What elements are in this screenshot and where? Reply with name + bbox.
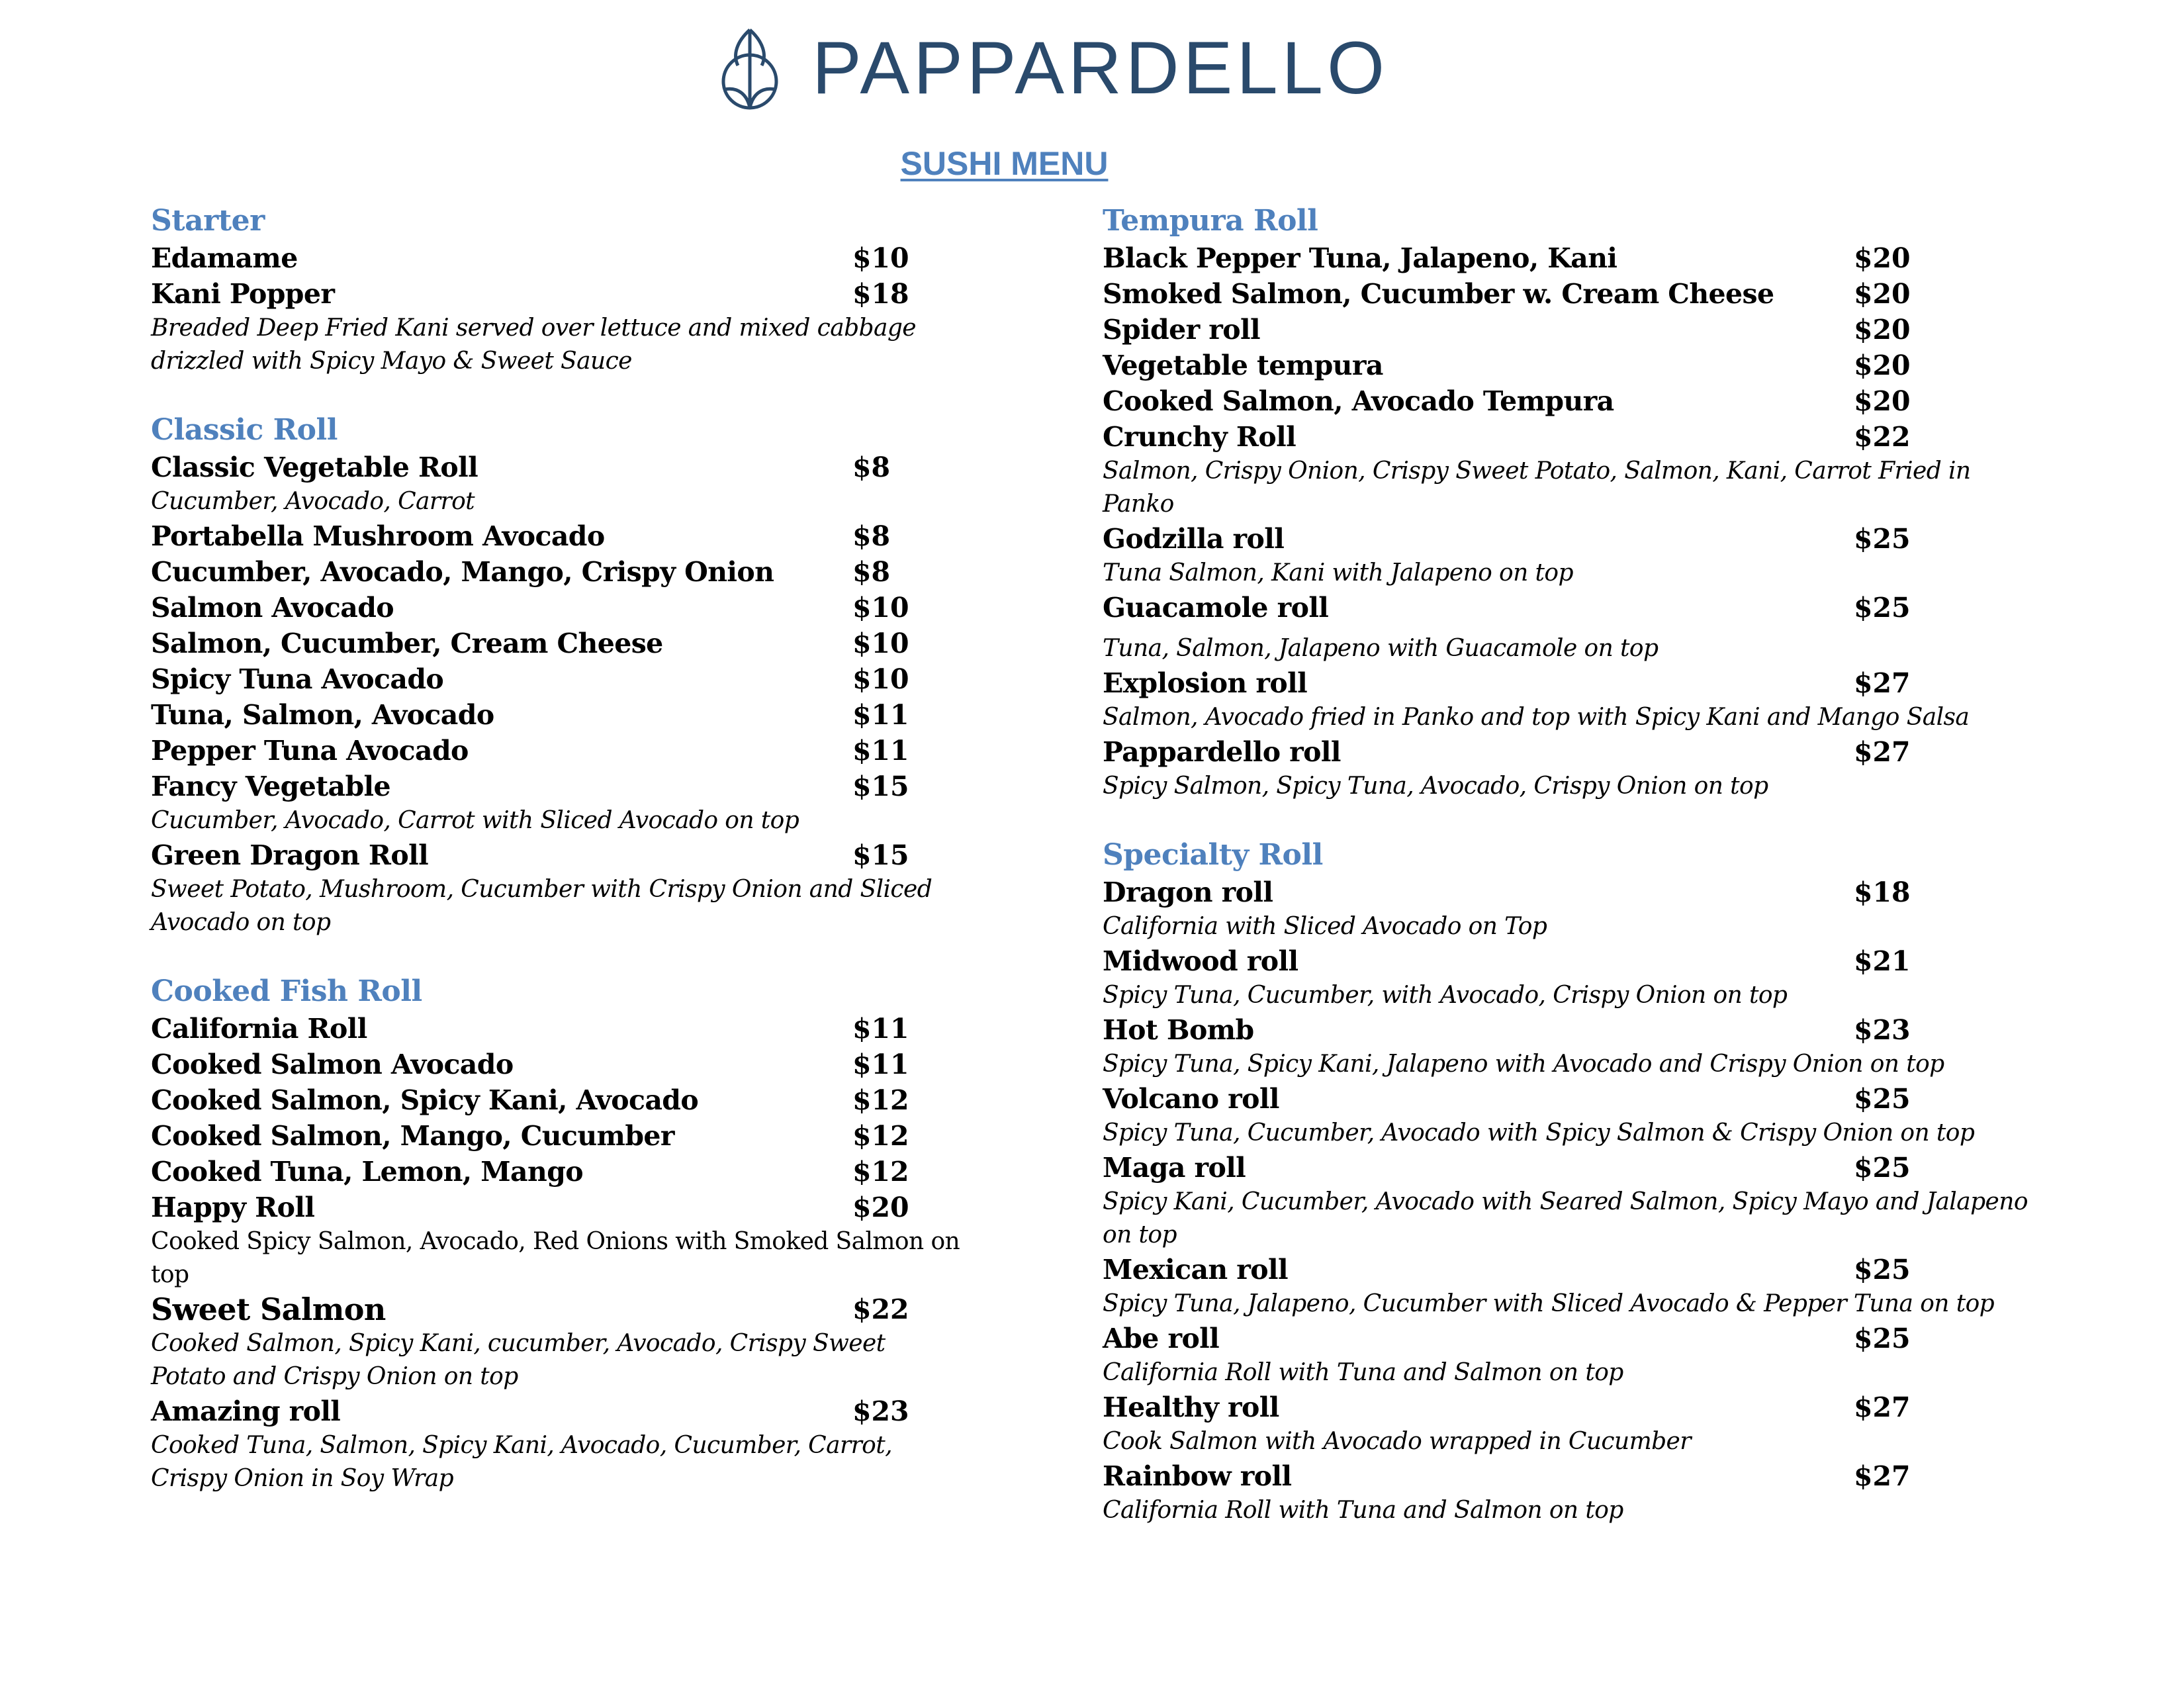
item-name: Rainbow roll bbox=[1103, 1460, 1292, 1492]
item-name: Volcano roll bbox=[1103, 1083, 1279, 1115]
menu-item bbox=[1103, 1252, 2095, 1288]
section-starter bbox=[151, 202, 965, 378]
item-price: $25 bbox=[1854, 1254, 1911, 1286]
item-price: $11 bbox=[852, 699, 909, 731]
item-name: Hot Bomb bbox=[1103, 1014, 1254, 1046]
item-price: $20 bbox=[1854, 242, 1911, 274]
item-name: Amazing roll bbox=[151, 1395, 341, 1427]
item-description: Sweet Potato, Mushroom, Cucumber with Crispy Onion and Sliced Avocado on top bbox=[151, 876, 933, 936]
item-description: Cooked Salmon, Spicy Kani, cucumber, Avocado, Crispy Sweet Potato and Crispy Onion on top bbox=[151, 1330, 886, 1390]
item-description: Cucumber, Avocado, Carrot bbox=[151, 488, 475, 515]
item-price: $11 bbox=[852, 1049, 909, 1080]
menu-item bbox=[1103, 1012, 2095, 1048]
item-name: Dragon roll bbox=[1103, 876, 1273, 908]
item-description: Spicy Tuna, Cucumber, with Avocado, Crispy Onion on top bbox=[1103, 982, 1788, 1009]
item-description: Cooked Tuna, Salmon, Spicy Kani, Avocado, Cucumber, Carrot, Crispy Onion in Soy Wrap bbox=[151, 1432, 892, 1492]
item-name: Guacamole roll bbox=[1103, 592, 1329, 624]
item-description: Cook Salmon with Avocado wrapped in Cucumber bbox=[1103, 1428, 1691, 1455]
menu-item bbox=[151, 1047, 965, 1082]
item-name: Pepper Tuna Avocado bbox=[151, 735, 469, 767]
menu-item bbox=[151, 1118, 965, 1154]
item-name: Cooked Salmon Avocado bbox=[151, 1049, 514, 1080]
item-price: $18 bbox=[1854, 876, 1911, 908]
item-price: $27 bbox=[1854, 736, 1911, 768]
item-price: $8 bbox=[852, 556, 891, 588]
item-price: $20 bbox=[1854, 278, 1911, 310]
item-description: Spicy Tuna, Cucumber, Avocado with Spicy Salmon & Crispy Onion on top bbox=[1103, 1119, 1975, 1147]
menu-item bbox=[151, 1082, 965, 1118]
item-name: California Roll bbox=[151, 1013, 367, 1045]
item-name: Cooked Salmon, Spicy Kani, Avocado bbox=[151, 1084, 699, 1116]
item-name: Portabella Mushroom Avocado bbox=[151, 520, 605, 552]
item-description: Spicy Tuna, Jalapeno, Cucumber with Sliced Avocado & Pepper Tuna on top bbox=[1103, 1290, 1995, 1317]
right-column bbox=[1103, 202, 2095, 1560]
section-cooked-fish-roll bbox=[151, 972, 965, 1495]
item-name: Smoked Salmon, Cucumber w. Cream Cheese bbox=[1103, 278, 1774, 310]
menu-item bbox=[151, 554, 965, 590]
item-price: $27 bbox=[1854, 1391, 1911, 1423]
section-heading: Tempura Roll bbox=[1103, 204, 1318, 238]
menu-item bbox=[1103, 240, 2095, 276]
menu-item bbox=[1103, 943, 2095, 979]
item-price: $20 bbox=[1854, 314, 1911, 346]
item-name: Kani Popper bbox=[151, 278, 335, 310]
menu-item bbox=[151, 733, 965, 769]
item-price: $15 bbox=[852, 771, 909, 802]
item-price: $12 bbox=[852, 1156, 909, 1188]
item-price: $8 bbox=[852, 520, 891, 552]
menu-item bbox=[1103, 312, 2095, 348]
item-description: Salmon, Crispy Onion, Crispy Sweet Potato, Salmon, Kani, Carrot Fried in Panko bbox=[1103, 457, 1971, 518]
item-name: Black Pepper Tuna, Jalapeno, Kani bbox=[1103, 242, 1617, 274]
item-name: Abe roll bbox=[1103, 1323, 1220, 1354]
item-description: California Roll with Tuna and Salmon on top bbox=[1103, 1497, 1623, 1524]
item-name: Maga roll bbox=[1103, 1152, 1246, 1184]
item-price: $10 bbox=[852, 242, 909, 274]
item-description: Salmon, Avocado fried in Panko and top with Spicy Kani and Mango Salsa bbox=[1103, 704, 1970, 731]
item-name: Salmon, Cucumber, Cream Cheese bbox=[151, 628, 663, 659]
menu-item bbox=[151, 449, 965, 485]
menu-item bbox=[1103, 521, 2095, 557]
section-heading: Specialty Roll bbox=[1103, 838, 1323, 872]
item-price: $22 bbox=[1854, 421, 1911, 453]
item-name: Spider roll bbox=[1103, 314, 1260, 346]
item-name: Healthy roll bbox=[1103, 1391, 1279, 1423]
item-name: Mexican roll bbox=[1103, 1254, 1289, 1286]
menu-item bbox=[1103, 734, 2095, 770]
item-price: $18 bbox=[852, 278, 909, 310]
menu-item bbox=[1103, 874, 2095, 910]
item-name: Explosion roll bbox=[1103, 667, 1308, 699]
item-price: $10 bbox=[852, 592, 909, 624]
item-price: $27 bbox=[1854, 1460, 1911, 1492]
menu-item bbox=[1103, 1458, 2095, 1494]
menu-item bbox=[1103, 383, 2095, 419]
item-price: $20 bbox=[852, 1192, 909, 1223]
item-description: California with Sliced Avocado on Top bbox=[1103, 913, 1547, 940]
menu-item bbox=[1103, 1150, 2095, 1186]
item-name: Cooked Salmon, Avocado Tempura bbox=[1103, 385, 1614, 417]
menu-item bbox=[151, 590, 965, 626]
item-price: $21 bbox=[1854, 945, 1911, 977]
item-price: $25 bbox=[1854, 1152, 1911, 1184]
menu-item bbox=[1103, 1321, 2095, 1356]
item-name: Spicy Tuna Avocado bbox=[151, 663, 444, 695]
item-price: $20 bbox=[1854, 350, 1911, 381]
item-name: Cooked Tuna, Lemon, Mango bbox=[151, 1156, 584, 1188]
section-classic-roll bbox=[151, 411, 965, 939]
menu-item bbox=[151, 697, 965, 733]
item-price: $12 bbox=[852, 1120, 909, 1152]
menu-item bbox=[151, 1190, 965, 1225]
item-name: Midwood roll bbox=[1103, 945, 1298, 977]
menu-item bbox=[1103, 419, 2095, 455]
item-name: Classic Vegetable Roll bbox=[151, 451, 478, 483]
menu-item bbox=[1103, 590, 2095, 626]
item-price: $23 bbox=[1854, 1014, 1911, 1046]
item-price: $10 bbox=[852, 628, 909, 659]
section-tempura-roll bbox=[1103, 202, 2095, 803]
menu-item bbox=[1103, 1081, 2095, 1117]
menu-item bbox=[151, 626, 965, 661]
brand-logo bbox=[718, 25, 1388, 111]
menu-item bbox=[151, 837, 965, 873]
menu-item bbox=[151, 1291, 965, 1327]
item-name: Godzilla roll bbox=[1103, 523, 1285, 555]
item-price: $27 bbox=[1854, 667, 1911, 699]
menu-item bbox=[151, 1393, 965, 1429]
section-heading: Cooked Fish Roll bbox=[151, 974, 422, 1008]
menu-item bbox=[151, 276, 965, 312]
menu-item bbox=[151, 240, 965, 276]
item-price: $20 bbox=[1854, 385, 1911, 417]
item-price: $8 bbox=[852, 451, 891, 483]
item-name: Tuna, Salmon, Avocado bbox=[151, 699, 494, 731]
item-description: Cucumber, Avocado, Carrot with Sliced Avocado on top bbox=[151, 807, 799, 834]
menu-item bbox=[1103, 348, 2095, 383]
item-price: $11 bbox=[852, 735, 909, 767]
item-name: Vegetable tempura bbox=[1103, 350, 1383, 381]
item-price: $25 bbox=[1854, 1083, 1911, 1115]
menu-item bbox=[151, 1154, 965, 1190]
item-description: Tuna Salmon, Kani with Jalapeno on top bbox=[1103, 559, 1573, 586]
item-price: $22 bbox=[852, 1293, 909, 1325]
item-price: $23 bbox=[852, 1395, 909, 1427]
item-name: Sweet Salmon bbox=[151, 1291, 386, 1327]
brand-name: PAPPARDELLO bbox=[812, 26, 1389, 109]
item-description: Cooked Spicy Salmon, Avocado, Red Onions with Smoked Salmon on top bbox=[151, 1228, 960, 1288]
menu-title: SUSHI MENU bbox=[900, 145, 1109, 182]
item-price: $25 bbox=[1854, 523, 1911, 555]
section-specialty-roll bbox=[1103, 836, 2095, 1527]
item-price: $10 bbox=[852, 663, 909, 695]
item-name: Fancy Vegetable bbox=[151, 771, 391, 802]
item-description: Tuna, Salmon, Jalapeno with Guacamole on top bbox=[1103, 635, 1659, 662]
menu-item bbox=[151, 769, 965, 804]
item-name: Cooked Salmon, Mango, Cucumber bbox=[151, 1120, 674, 1152]
item-name: Green Dragon Roll bbox=[151, 839, 429, 871]
item-name: Edamame bbox=[151, 242, 298, 274]
item-description: Spicy Tuna, Spicy Kani, Jalapeno with Avocado and Crispy Onion on top bbox=[1103, 1051, 1944, 1078]
item-description: Breaded Deep Fried Kani served over lettuce and mixed cabbage drizzled with Spicy Mayo & Sweet Sauce bbox=[151, 314, 916, 375]
item-name: Pappardello roll bbox=[1103, 736, 1341, 768]
menu-item bbox=[151, 1011, 965, 1047]
menu-item bbox=[151, 518, 965, 554]
item-price: $25 bbox=[1854, 592, 1911, 624]
menu-item bbox=[1103, 1389, 2095, 1425]
item-price: $15 bbox=[852, 839, 909, 871]
menu-item bbox=[1103, 276, 2095, 312]
item-name: Crunchy Roll bbox=[1103, 421, 1297, 453]
section-heading: Starter bbox=[151, 204, 265, 238]
item-name: Happy Roll bbox=[151, 1192, 315, 1223]
item-price: $25 bbox=[1854, 1323, 1911, 1354]
item-name: Cucumber, Avocado, Mango, Crispy Onion bbox=[151, 556, 774, 588]
menu-item bbox=[1103, 665, 2095, 701]
item-description: Spicy Kani, Cucumber, Avocado with Seared Salmon, Spicy Mayo and Jalapeno on top bbox=[1103, 1188, 2028, 1248]
left-column bbox=[151, 202, 965, 1528]
menu-item bbox=[151, 661, 965, 697]
item-price: $11 bbox=[852, 1013, 909, 1045]
item-name: Salmon Avocado bbox=[151, 592, 394, 624]
item-price: $12 bbox=[852, 1084, 909, 1116]
leaf-icon bbox=[718, 26, 782, 111]
item-description: Spicy Salmon, Spicy Tuna, Avocado, Crispy Onion on top bbox=[1103, 773, 1768, 800]
section-heading: Classic Roll bbox=[151, 413, 338, 447]
item-description: California Roll with Tuna and Salmon on top bbox=[1103, 1359, 1623, 1386]
